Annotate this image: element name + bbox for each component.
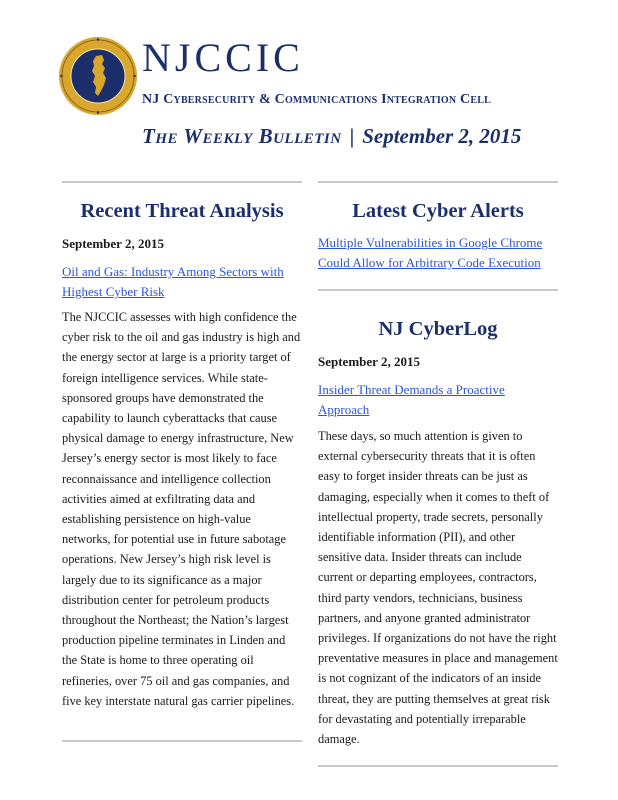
cyberlog-body-wrap [318,426,558,749]
bulletin-title-line [142,124,521,149]
org-name: NJCCIC [142,35,304,80]
org-full-name: NJ Cybersecurity & Communications Integration Cell [142,92,491,107]
alert-link-wrap [318,233,558,273]
cyber-alert-link[interactable]: Multiple Vulnerabilities in Google Chrome Could Allow for Arbitrary Code Execution [318,235,543,270]
recent-threat-analysis-section [62,200,302,223]
divider-bottom-right [318,765,558,767]
divider-top-left [62,181,302,183]
latest-cyber-alerts-heading: Latest Cyber Alerts [352,200,524,222]
threat-body-wrap [62,307,302,711]
cyberlog-link-wrap [318,380,558,420]
threat-analysis-date: September 2, 2015 [62,236,164,251]
threat-date-wrap [62,236,302,252]
title-separator: | [349,124,355,148]
nj-cyberlog-heading: NJ CyberLog [378,318,498,340]
divider-middle-right [318,289,558,291]
threat-analysis-link[interactable]: Oil and Gas: Industry Among Sectors with Highest Cyber Risk [62,264,284,299]
threat-link-wrap [62,262,302,302]
latest-cyber-alerts-section [318,200,558,223]
cyberlog-body: These days, so much attention is given to external cybersecurity threats that it is often easy to forget insider threats can be just as damaging, especially when it comes to theft of intellectual property, trade secrets, personally identifiable information (PII), and other sensitive data. Insider threats can include current or departing employees, contractors, third party vendors, technicians, business partners, and anyone granted administrator privileges. If organizations do not have the right preventative measures in place and management is not cognizant of the indicators of an inside threat, they are putting themselves at great risk for devastating and potentially irreparable damage. [318,429,558,747]
cyberlog-date-wrap [318,354,558,370]
divider-top-right [318,181,558,183]
divider-bottom-left [62,740,302,742]
recent-threat-analysis-heading: Recent Threat Analysis [80,200,284,222]
bulletin-date: September 2, 2015 [362,124,522,148]
cyberlog-link[interactable]: Insider Threat Demands a Proactive Approach [318,382,505,417]
cyberlog-date: September 2, 2015 [318,354,420,369]
bulletin-title: The Weekly Bulletin [142,124,342,148]
nj-state-seal-icon [58,36,138,116]
threat-analysis-body: The NJCCIC assesses with high confidence the cyber risk to the oil and gas industry is high and the energy sector at large is a priority target of foreign intelligence services. While state-sponsored groups have demonstrated the capability to launch cyberattacks that cause physical damage to energy infrastructure, New Jersey’s energy sector is most likely to face reconnaissance and intelligence collection activities aimed at exfiltrating data and establishing persistence on high-value networks, for potential use in future sabotage operations. New Jersey’s high risk level is largely due to its significance as a major distribution center for petroleum products throughout the Northeast; the Nation’s largest production pipeline terminates in Linden and the State is home to three operating oil refineries, over 75 oil and gas companies, and five key interstate natural gas carrier pipelines. [62,310,301,708]
nj-cyberlog-section [318,318,558,341]
